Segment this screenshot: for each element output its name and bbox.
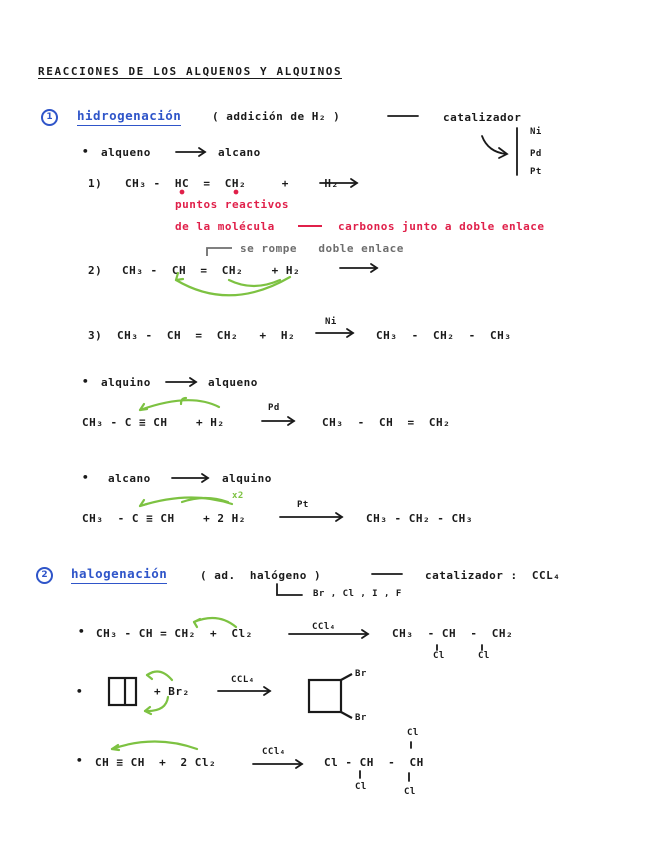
section-heading-hidrogenacion: hidrogenación <box>77 110 181 126</box>
eq2-label: 2) <box>88 264 103 277</box>
reactive-dot-2 <box>235 191 238 194</box>
curve-hal3-outer <box>112 742 197 750</box>
page-title: REACCIONES DE LOS ALQUENOS Y ALQUINOS <box>38 65 343 78</box>
hal-eq1-sub2: Cl <box>478 651 490 661</box>
hal-eq1-catalyst: CCl₄ <box>312 622 336 632</box>
note-carbons: carbonos junto a doble enlace <box>338 220 545 233</box>
note-reactive-points: puntos reactivos <box>175 198 289 211</box>
halogen-bracket <box>277 584 302 595</box>
hal-eq1-sub1: Cl <box>433 651 445 661</box>
catalyst-label: catalizador <box>443 111 522 124</box>
eq1-formula: CH₃ - HC = CH₂ + H₂ <box>125 177 339 190</box>
curve-eq2-outer-head <box>176 273 183 280</box>
catalyst-ni: Ni <box>530 127 542 137</box>
bullet3-from: alcano <box>108 472 151 485</box>
bullet-dot: • <box>76 754 84 767</box>
note-molecule: de la molécula <box>175 220 275 233</box>
section-number-1: 1 <box>41 109 58 126</box>
halogen-list: Br , Cl , I , F <box>313 589 402 599</box>
ring-br-bond-2 <box>341 712 352 718</box>
catalyst-pd: Pd <box>530 149 542 159</box>
eq5-product: CH₃ - CH₂ - CH₃ <box>366 512 473 525</box>
section-heading-halogenacion: halogenación <box>71 568 167 584</box>
hal-eq3-catalyst: CCl₄ <box>262 747 286 757</box>
note-break-bond: se rompe doble enlace <box>240 242 404 255</box>
hal-eq3-sub-bottom-2: Cl <box>404 787 416 797</box>
hal-eq2-catalyst: CCL₄ <box>231 675 255 685</box>
eq4-product: CH₃ - CH = CH₂ <box>322 416 451 429</box>
hal-eq1-product: CH₃ - CH - CH₂ <box>392 627 514 640</box>
section-note-h2: ( addición de H₂ ) <box>212 110 341 123</box>
section-number-2: 2 <box>36 567 53 584</box>
eq4-formula: CH₃ - C ≡ CH + H₂ <box>82 416 225 429</box>
reactive-dot-1 <box>181 191 184 194</box>
cyclobutane-product-ring <box>309 680 341 712</box>
hal-eq3-sub-bottom-1: Cl <box>355 782 367 792</box>
curve-hal2-top-head <box>147 672 153 679</box>
bullet-dot: • <box>82 145 90 158</box>
bullet2-to: alqueno <box>208 376 258 389</box>
eq3-catalyst: Ni <box>325 317 337 327</box>
eq5-formula: CH₃ - C ≡ CH + 2 H₂ <box>82 512 246 525</box>
curve-eq4-outer <box>140 400 219 410</box>
bullet3-to: alquino <box>222 472 272 485</box>
catalyst-label-ccl4: catalizador : CCL₄ <box>425 569 561 582</box>
bullet-dot: • <box>82 375 90 388</box>
catalyst-pt: Pt <box>530 167 542 177</box>
hal-eq3-product: Cl - CH - CH <box>324 756 424 769</box>
eq3-product: CH₃ - CH₂ - CH₃ <box>376 329 512 342</box>
break-bond-bracket <box>207 248 232 256</box>
hal-eq2-formula: + Br₂ <box>154 685 190 698</box>
bullet1-to: alcano <box>218 146 261 159</box>
section-note-halogen: ( ad. halógeno ) <box>200 569 322 582</box>
hal-eq3-formula: CH ≡ CH + 2 Cl₂ <box>95 756 217 769</box>
eq1-label: 1) <box>88 177 103 190</box>
hal-eq2-sub2: Br <box>355 713 367 723</box>
bullet-dot: • <box>76 685 84 698</box>
hal-eq3-sub-top: Cl <box>407 728 419 738</box>
bullet-dot: • <box>82 471 90 484</box>
hal-eq1-formula: CH₃ - CH = CH₂ + Cl₂ <box>96 627 253 640</box>
curve-eq5-outer-head <box>140 500 147 506</box>
ring-br-bond-1 <box>341 674 352 680</box>
curve-eq2-outer <box>176 277 290 295</box>
eq3-label: 3) <box>88 329 103 342</box>
eq4-catalyst: Pd <box>268 403 280 413</box>
eq2-formula: CH₃ - CH = CH₂ + H₂ <box>122 264 301 277</box>
bullet2-from: alquino <box>101 376 151 389</box>
bullet-dot: • <box>78 625 86 638</box>
hal-eq2-sub1: Br <box>355 669 367 679</box>
cyclobutene-ring <box>109 678 136 705</box>
eq5-x2-note: x2 <box>232 491 244 501</box>
bullet1-from: alqueno <box>101 146 151 159</box>
eq3-formula: CH₃ - CH = CH₂ + H₂ <box>117 329 296 342</box>
eq5-catalyst: Pt <box>297 500 309 510</box>
curve-hal1-head <box>194 619 200 627</box>
